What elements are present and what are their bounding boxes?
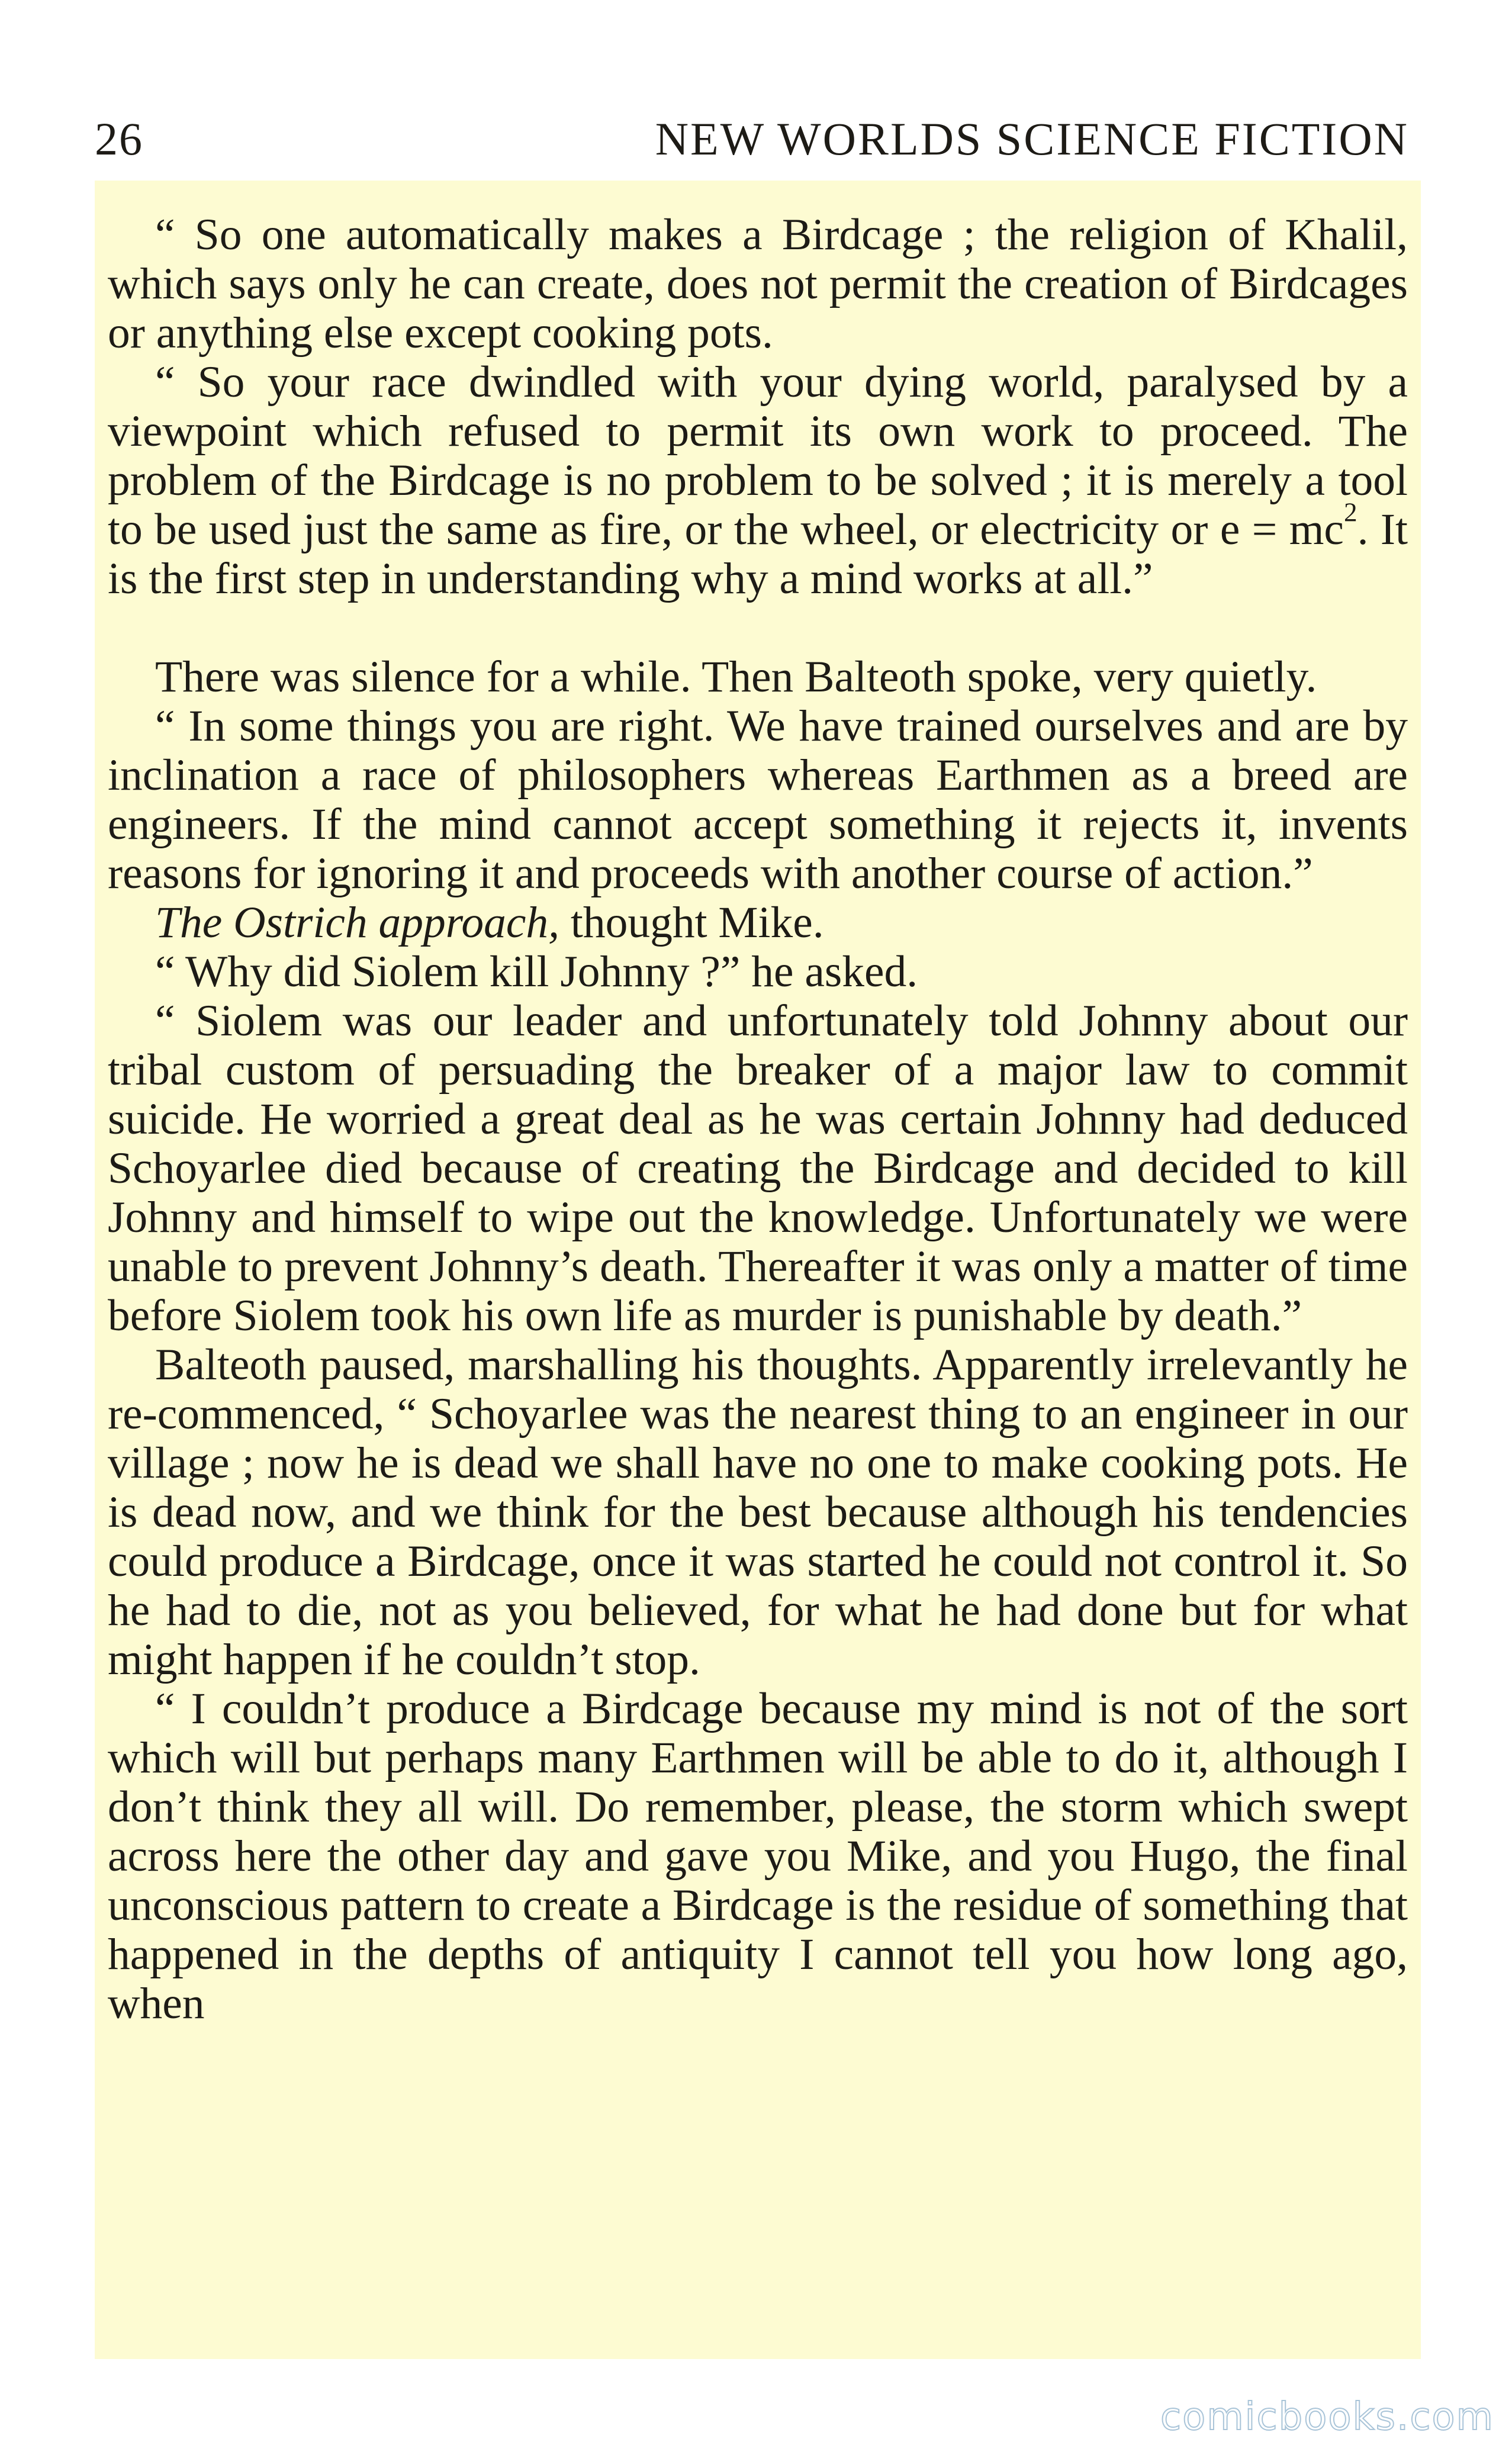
story-text	[95, 181, 1421, 2359]
paragraph-5	[108, 898, 1408, 947]
ostrich-italic: The Ostrich approach,	[155, 898, 559, 947]
paragraph-7: “ Siolem was our leader and unfortunately told Johnny about our tribal custom of persuading the breaker of a major law to commit suicide. He worried a great deal as he was certain Johnny had deduced Schoyarlee died because of creating the Birdcage and decided to kill Johnny and himself to wipe out the knowledge. Unfortunately we were unable to prevent Johnny’s death. Thereafter it was only a matter of time before Siolem took his own life as murder is punishable by death.”	[108, 996, 1408, 1340]
paragraph-2-tail: . It is the first step in understanding why a mind works at all.”	[108, 505, 1408, 603]
paragraph-6: “ Why did Siolem kill Johnny ?” he asked.	[155, 947, 918, 996]
paragraph-2	[108, 358, 1408, 603]
ostrich-tail: thought Mike.	[559, 898, 824, 947]
page-header	[95, 112, 1409, 178]
paragraph-1: “ So one automatically makes a Birdcage ; the religion of Khalil, which says only he can create, does not permit the creation of Birdcages or anything else except cooking pots.	[108, 210, 1408, 358]
page-number: 26	[95, 113, 143, 165]
paragraph-4: “ In some things you are right. We have trained ourselves and are by inclination a race of philosophers whereas Earthmen as a breed are engineers. If the mind cannot accept something it rejects it, invents reasons for ignoring it and proceeds with another course of action.”	[108, 702, 1408, 898]
paragraph-8: Balteoth paused, marshalling his thoughts. Apparently irrelevantly he re-commenced, “ Schoyarlee was the nearest thing to an engineer in our village ; now he is dead we shall have no one to make cooking pots. He is dead now, and we think for the best because although his tendencies could produce a Birdcage, once it was started he could not control it. So he had to die, not as you believed, for what he had done but for what might happen if he couldn’t stop.	[108, 1340, 1408, 1684]
running-title: NEW WORLDS SCIENCE FICTION	[655, 113, 1409, 165]
paragraph-9: “ I couldn’t produce a Birdcage because my mind is not of the sort which will but perhaps many Earthmen will be able to do it, although I don’t think they all will. Do remember, please, the storm which swept across here the other day and gave you Mike, and you Hugo, the final unconscious pattern to create a Birdcage is the residue of something that happened in the depths of antiquity I cannot tell you how long ago, when	[108, 1684, 1408, 2028]
paragraph-2-main: “ So your race dwindled with your dying world, paralysed by a viewpoint which refused to permit its own work to proceed. The problem of the Birdcage is no problem to be solved ; it is merely a tool to be used just the same as fire, or the wheel, or electricity or e = mc	[108, 358, 1408, 554]
paragraph-3: There was silence for a while. Then Balteoth spoke, very quietly.	[155, 652, 1317, 702]
superscript-two: 2	[1343, 497, 1357, 527]
watermark-logo: comicbooks.com	[1160, 2395, 1494, 2439]
